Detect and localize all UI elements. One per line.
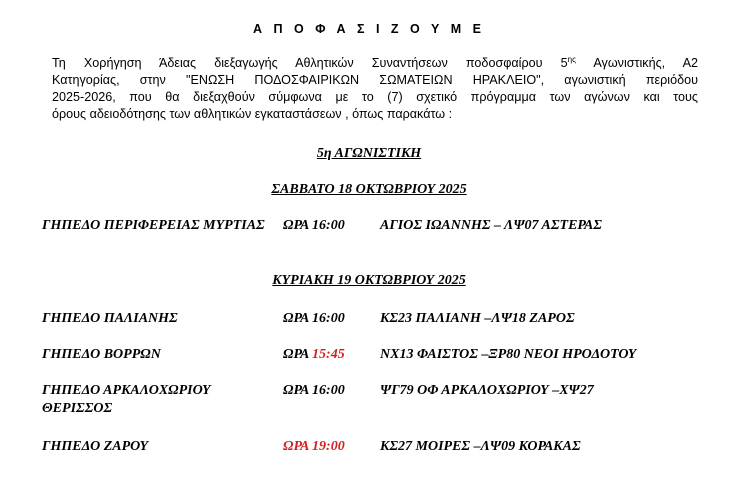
time-value: 15:45 [312,347,345,362]
venue-name: ΓΗΠΕΔΟ ΠΕΡΙΦΕΡΕΙΑΣ ΜΥΡΤΙΑΣ [42,218,265,233]
time-value: 16:00 [312,383,345,398]
intro-line-2: Κατηγορίας, στην "ΕΝΩΣΗ ΠΟΔΟΣΦΑΙΡΙΚΩΝ ΣΩΜΑΤΕΙΩΝ ΗΡΑΚΛΕΙΟ", αγωνιστική περιόδου [52,73,698,87]
round-title: 5η ΑΓΩΝΙΣΤΙΚΗ [316,146,422,161]
intro-line-3: 2025-2026, που θα διεξαχθούν σύμφωνα με το (7) σχετικό πρόγραμμα των αγώνων και τους [52,90,698,104]
time-label: ΩΡΑ [283,347,309,362]
intro-line-1-tail: Αγωνιστικής, Α2 [575,56,698,70]
time-label: ΩΡΑ [283,311,309,326]
time-value: 19:00 [312,439,345,454]
intro-line-1 [52,55,698,72]
time-label: ΩΡΑ [283,439,309,454]
venue-name: ΓΗΠΕΔΟ ΒΟΡΡΩΝ [42,347,161,362]
venue-name: ΓΗΠΕΔΟ ΖΑΡΟΥ [42,439,149,454]
venue-name: ΓΗΠΕΔΟ ΠΑΛΙΑΝΗΣ [42,311,178,326]
ordinal-superscript: ης [567,55,576,64]
kickoff-time [283,346,345,364]
match-teams: ΑΓΙΟΣ ΙΩΑΝΝΗΣ – ΛΨ07 ΑΣΤΕΡΑΣ [380,218,602,233]
day-title-sunday: ΚΥΡΙΑΚΗ 19 ΟΚΤΩΒΡΙΟΥ 2025 [272,273,466,288]
kickoff-time [283,438,345,456]
kickoff-time [283,382,345,400]
intro-line-1-text: Τη Χορήγηση Άδειας διεξαγωγής Αθλητικών Συναντήσεων ποδοσφαίρου 5 [52,56,568,70]
decision-heading: Α Π Ο Φ Α Σ Ι Ζ Ο Υ Μ Ε [253,22,485,36]
kickoff-time [283,217,345,235]
match-teams: ΚΣ23 ΠΑΛΙΑΝΗ –ΛΨ18 ΖΑΡΟΣ [380,311,575,326]
match-teams: ΝΧ13 ΦΑΙΣΤΟΣ –ΞΡ80 ΝΕΟΙ ΗΡΟΔΟΤΟΥ [380,347,637,362]
time-value: 16:00 [312,218,345,233]
venue-name: ΓΗΠΕΔΟ ΑΡΚΑΛΟΧΩΡΙΟΥ ΘΕΡΙΣΣΟΣ [42,383,211,416]
intro-line-4: όρους αδειοδότησης των αθλητικών εγκαταστάσεων , όπως παρακάτω : [52,107,453,121]
time-value: 16:00 [312,311,345,326]
match-teams: ΨΓ79 ΟΦ ΑΡΚΑΛΟΧΩΡΙΟΥ –ΧΨ27 [380,383,594,398]
intro-paragraph [52,55,698,123]
match-teams: ΚΣ27 ΜΟΙΡΕΣ –ΛΨ09 ΚΟΡΑΚΑΣ [380,439,581,454]
time-label: ΩΡΑ [283,218,309,233]
day-title-saturday: ΣΑΒΒΑΤΟ 18 ΟΚΤΩΒΡΙΟΥ 2025 [271,182,467,197]
kickoff-time [283,310,345,328]
time-label: ΩΡΑ [283,383,309,398]
